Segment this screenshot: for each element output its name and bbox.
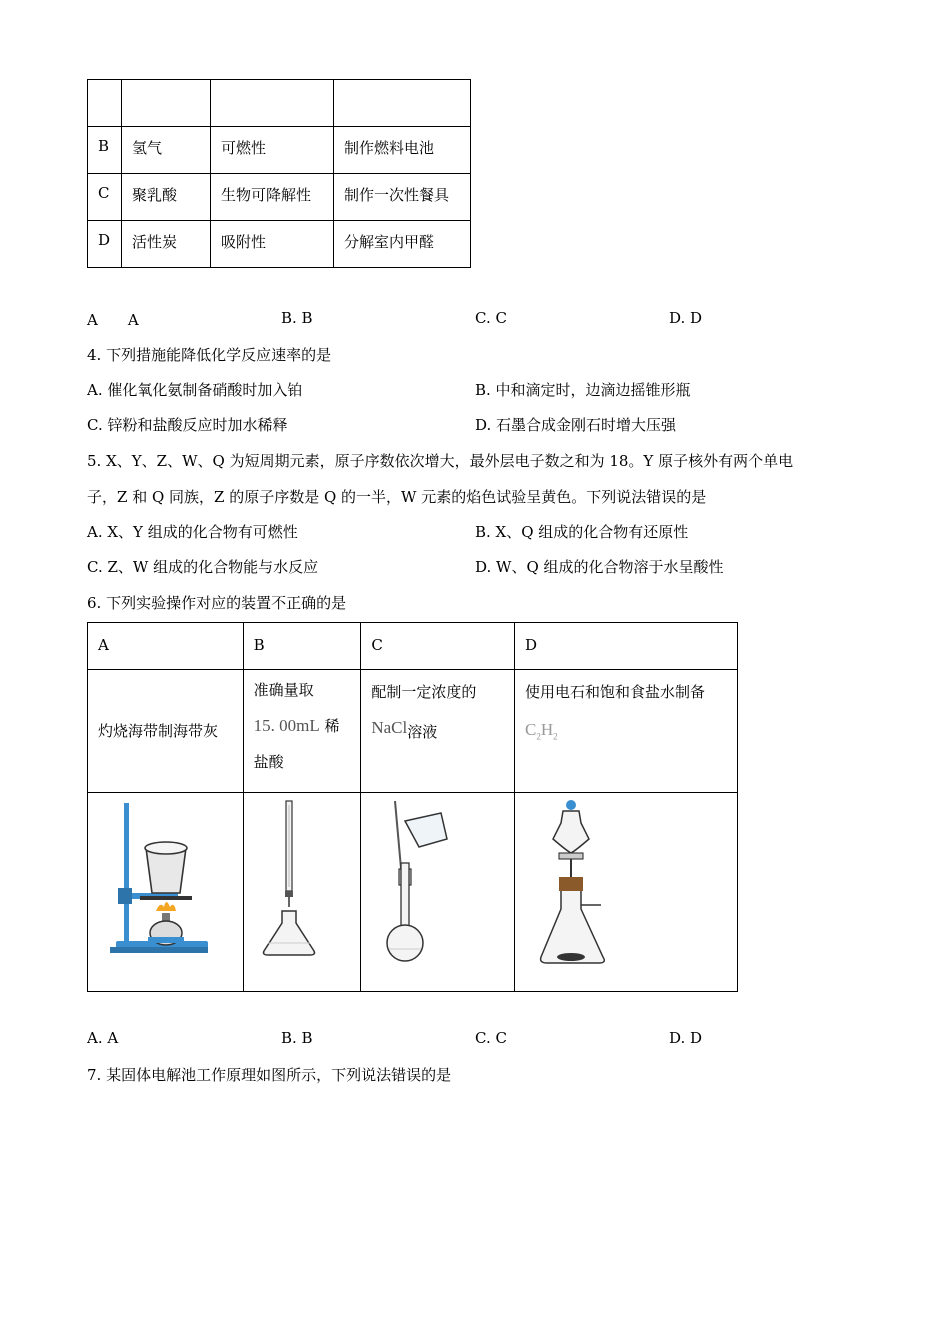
burning-apparatus-icon [88, 793, 242, 987]
table-q6 [87, 622, 738, 992]
q6-option-b[interactable]: B. B [281, 1029, 313, 1047]
burette-flask-icon [244, 793, 360, 987]
q6-option-c[interactable]: C. C [475, 1029, 507, 1047]
q4-option-c[interactable]: C. 锌粉和盐酸反应时加水稀释 [87, 416, 288, 434]
q5-option-c[interactable]: C. Z、W 组成的化合物能与水反应 [87, 558, 319, 576]
volumetric-flask-icon [361, 793, 513, 987]
q4-option-b[interactable]: B. 中和滴定时，边滴边摇锥形瓶 [475, 381, 691, 399]
q3-option-a[interactable]: A A [87, 311, 139, 329]
q6-option-d[interactable]: D. D [669, 1029, 703, 1047]
table-row: B 氢气 可燃性 制作燃料电池 [88, 127, 471, 174]
q7-stem: 7. 某固体电解池工作原理如图所示，下列说法错误的是 [87, 1066, 452, 1084]
table-row: A B C D [88, 623, 738, 670]
table-row [88, 80, 471, 127]
table-row: D 活性炭 吸附性 分解室内甲醛 [88, 221, 471, 268]
q4-stem: 4. 下列措施能降低化学反应速率的是 [87, 346, 332, 364]
q3-option-b[interactable]: B. B [281, 309, 313, 327]
table-row: 灼烧海带制海带灰 准确量取 15. 00mL 稀 盐酸 配制一定浓度的 NaCl$_{溶液}$ 使用电石和饱和食盐水制备 $C_2H_2$ [88, 670, 738, 793]
q3-option-c[interactable]: C. C [475, 309, 507, 327]
table-row [88, 793, 738, 992]
q4-option-a[interactable]: A. 催化氧化氨制备硝酸时加入铂 [87, 381, 303, 399]
q6-option-a[interactable]: A. A [87, 1029, 119, 1047]
table-row: C 聚乳酸 生物可降解性 制作一次性餐具 [88, 174, 471, 221]
q6-stem: 6. 下列实验操作对应的装置不正确的是 [87, 594, 347, 612]
q3-option-d[interactable]: D. D [669, 309, 703, 327]
q5-option-b[interactable]: B. X、Q 组成的化合物有还原性 [475, 523, 689, 541]
table-q3 [87, 79, 471, 268]
q4-option-d[interactable]: D. 石墨合成金刚石时增大压强 [475, 416, 677, 434]
q5-stem-line2: 子，Z 和 Q 同族，Z 的原子序数是 Q 的一半，W 元素的焰色试验呈黄色。下列说法错误的是 [87, 488, 707, 506]
q5-option-a[interactable]: A. X、Y 组成的化合物有可燃性 [87, 523, 298, 541]
gas-generator-icon [515, 793, 737, 987]
q5-stem-line1: 5. X、Y、Z、W、Q 为短周期元素，原子序数依次增大，最外层电子数之和为 18。Y 原子核外有两个单电 [87, 452, 794, 470]
q5-option-d[interactable]: D. W、Q 组成的化合物溶于水呈酸性 [475, 558, 724, 576]
